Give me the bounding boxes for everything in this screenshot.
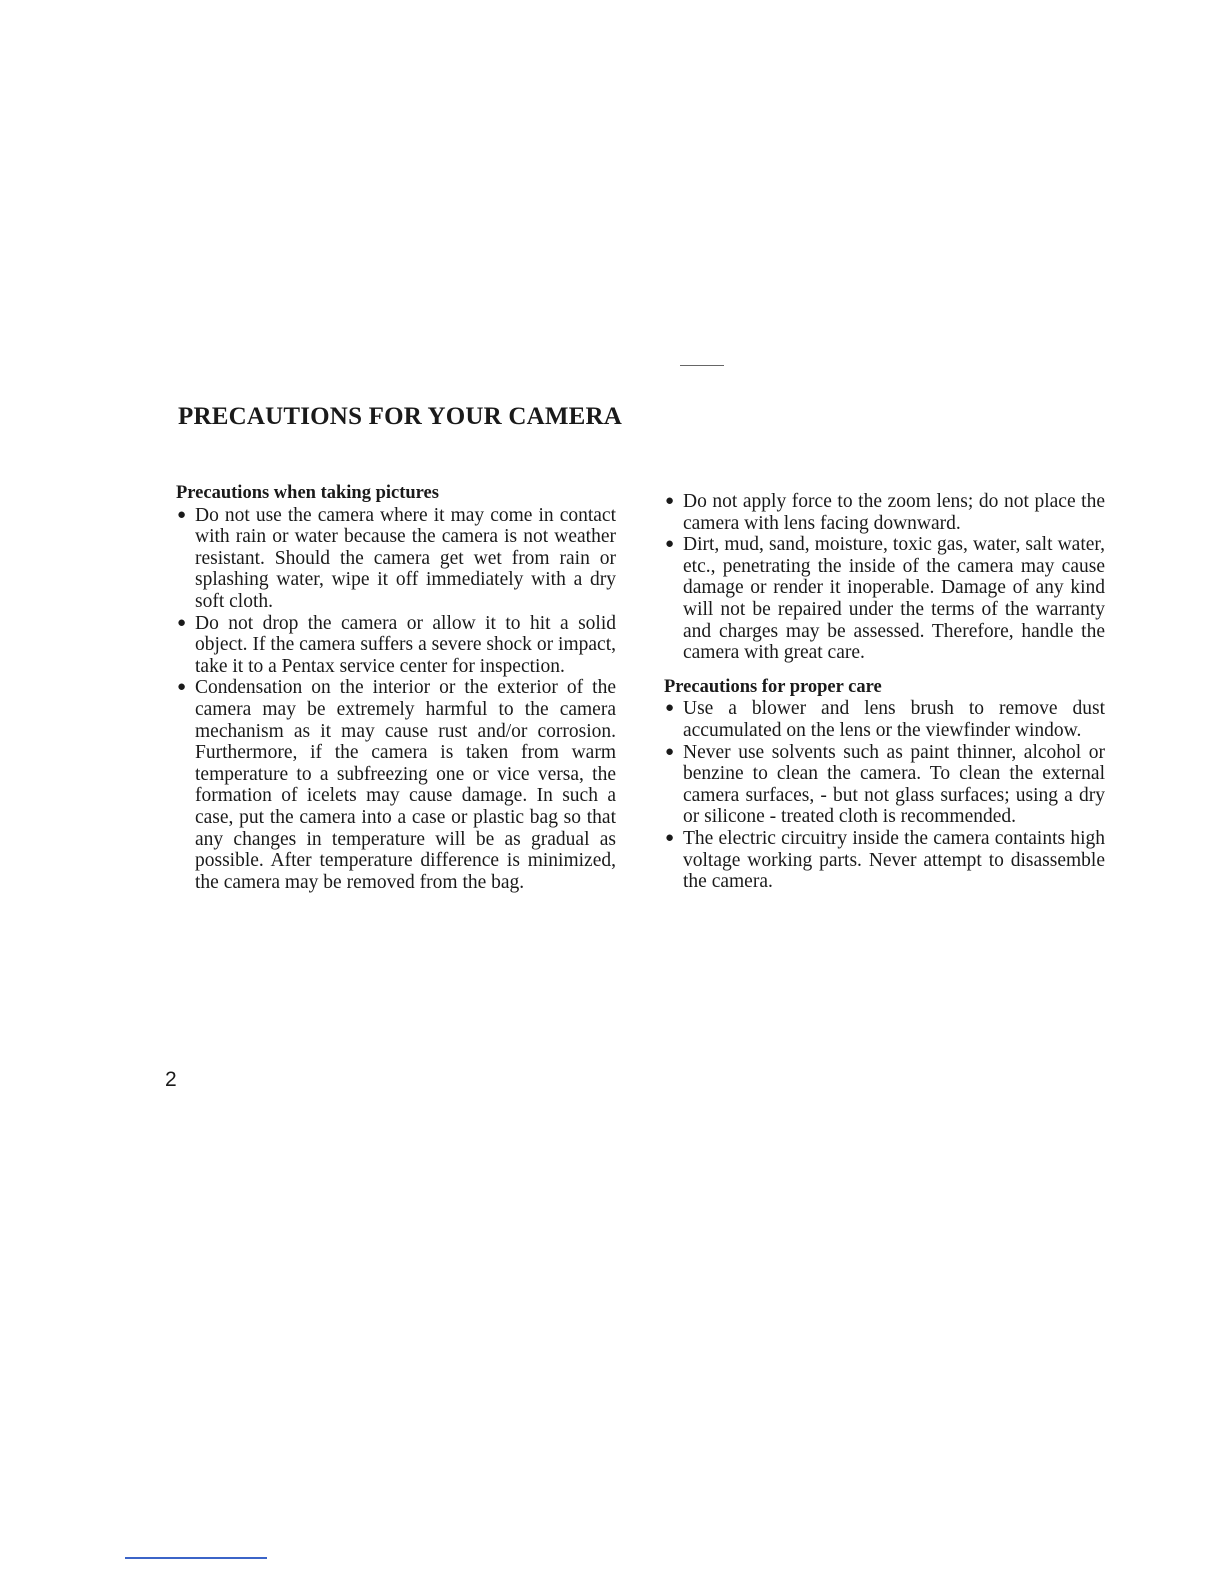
page-title: PRECAUTIONS FOR YOUR CAMERA	[178, 403, 623, 430]
left-column	[176, 483, 616, 893]
right-column	[664, 491, 1105, 893]
list-item	[664, 534, 1105, 664]
section-heading-proper-care: Precautions for proper care	[664, 676, 882, 697]
bullet-icon: ●	[665, 829, 675, 846]
bullet-icon: ●	[177, 679, 187, 696]
page-number: 2	[165, 1068, 177, 1091]
taking-pictures-list	[176, 505, 616, 894]
bullet-icon: ●	[177, 614, 187, 631]
list-item-text: Dirt, mud, sand, moisture, toxic gas, water, salt water, etc., penetrating the inside of the camera may cause damage or render it inoperable. Damage of any kind will not be repaired under the terms of the warranty and charges may be assessed. Therefore, handle the camera with great care.	[683, 534, 1105, 664]
bullet-icon: ●	[665, 493, 675, 509]
list-item-text: Do not drop the camera or allow it to hit a solid object. If the camera suffers a severe shock or impact, take it to a Pentax service center for inspection.	[195, 612, 616, 677]
list-item	[664, 491, 1105, 534]
list-item-text: Use a blower and lens brush to remove dust accumulated on the lens or the viewfinder window.	[683, 698, 1105, 741]
section-heading-taking-pictures: Precautions when taking pictures	[176, 483, 439, 503]
list-item-text: Do not apply force to the zoom lens; do not place the camera with lens facing downward.	[683, 491, 1105, 534]
proper-care-list	[664, 698, 1105, 892]
list-item	[664, 828, 1105, 893]
bottom-rule	[125, 1557, 267, 1559]
section-spacer	[664, 664, 1105, 677]
list-item-text: Never use solvents such as paint thinner, alcohol or benzine to clean the camera. To clean the external camera surfaces, - but not glass surfaces; using a dry or silicone - treated cloth is recommended.	[683, 741, 1105, 828]
list-item	[664, 698, 1105, 741]
list-item-text: Condensation on the interior or the exterior of the camera may be extremely harmful to the camera mechanism as it may cause rust and/or corrosion. Furthermore, if the camera is taken from warm temperature to a subfreezing one or vice versa, the formation of icelets may cause damage. In such a case, put the camera into a case or plastic bag so that any changes in temperature will be as gradual as possible. After temperature difference is minimized, the camera may be removed from the bag.	[195, 677, 616, 893]
bullet-icon: ●	[665, 536, 675, 553]
scan-artifact-line	[680, 365, 724, 366]
bullet-icon: ●	[665, 743, 675, 760]
taking-pictures-list-continued	[664, 491, 1105, 664]
bullet-icon: ●	[665, 700, 675, 717]
list-item	[176, 505, 616, 613]
list-item	[664, 742, 1105, 828]
list-item	[176, 677, 616, 893]
list-item	[176, 613, 616, 678]
list-item-text: Do not use the camera where it may come in contact with rain or water because the camera is not weather resistant. Should the camera get wet from rain or splashing water, wipe it off immediately with a dry soft cloth.	[195, 504, 616, 612]
bullet-icon: ●	[177, 506, 187, 523]
list-item-text: The electric circuitry inside the camera containts high voltage working parts. Never attempt to disassemble the camera.	[683, 827, 1105, 893]
